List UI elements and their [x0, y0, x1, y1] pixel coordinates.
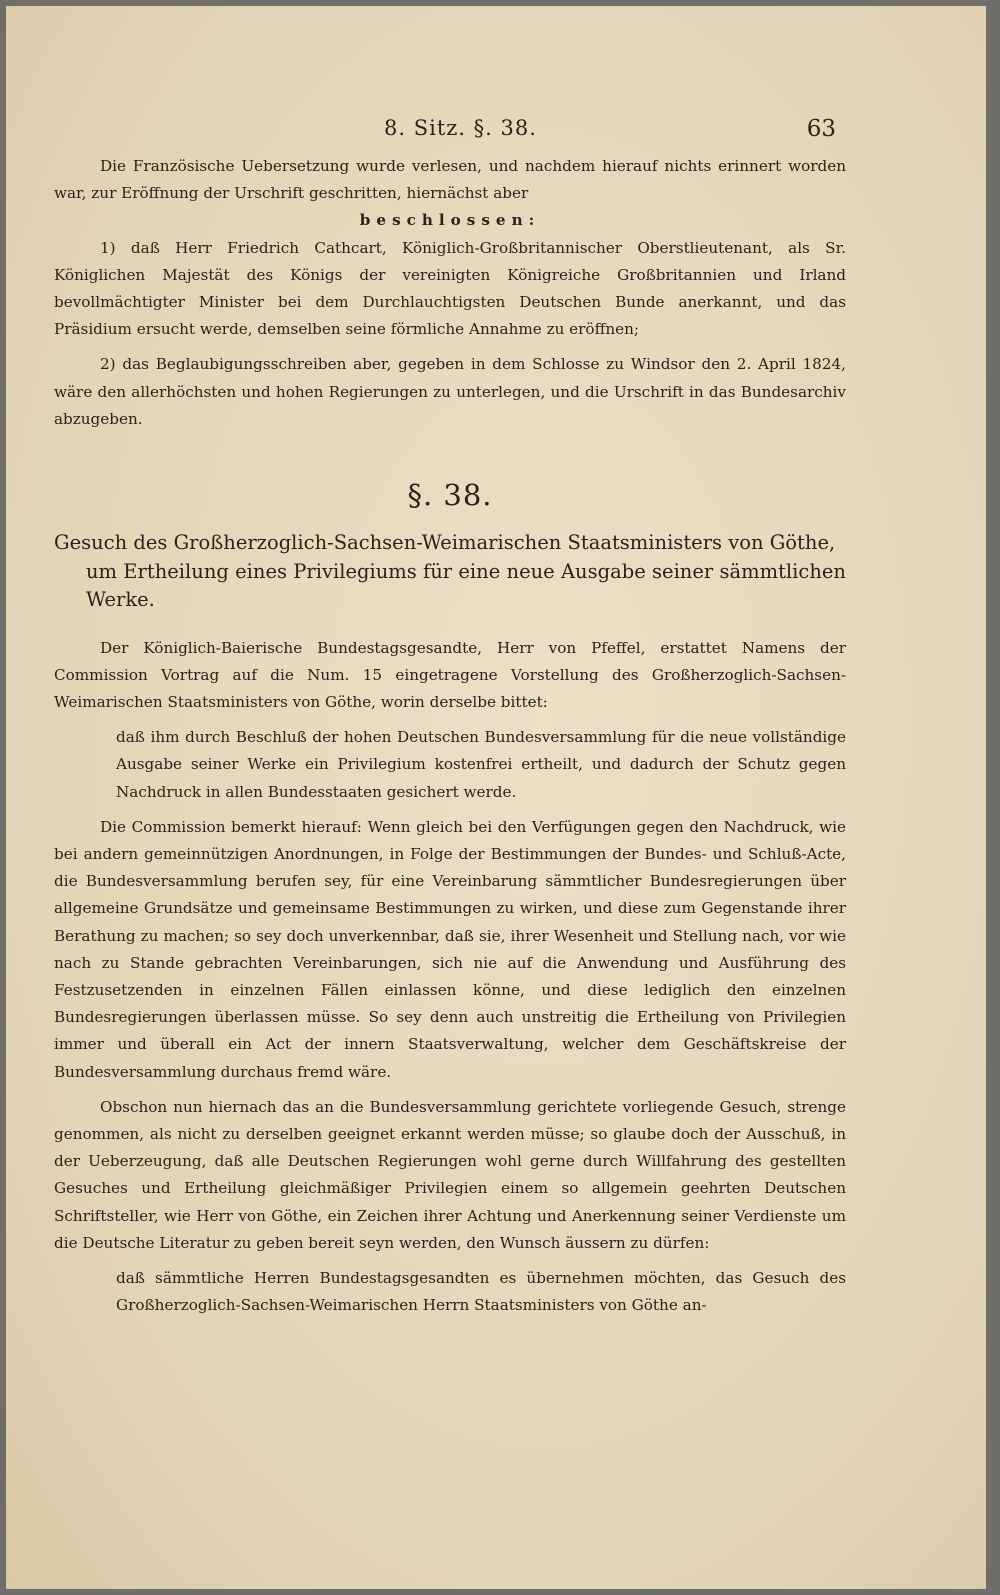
- resolution-item-2: 2) das Beglaubigungsschreiben aber, gegeben in dem Schlosse zu Windsor den 2. April 1824, wäre den allerhöchsten und hohen Regierungen zu unterlegen, und die Urschrift in das Bundesarchiv abzugeben.: [54, 355, 846, 428]
- section-heading: [54, 529, 846, 615]
- section-number: §. 38.: [407, 478, 493, 513]
- resolution-heading: beschlossen:: [359, 211, 541, 230]
- report-paragraph: Der Königlich-Baierische Bundestagsgesandte, Herr von Pfeffel, erstattet Namens der Commission Vortrag auf die Num. 15 eingetragene Vorstellung des Großherzoglich-Sachsen-Weimarischen Staatsministers von Göthe, worin derselbe bittet:: [54, 638, 846, 711]
- running-title: 8. Sitz. §. 38.: [384, 116, 537, 140]
- intro-paragraph: Die Französische Uebersetzung wurde verlesen, und nachdem hierauf nichts erinnert worden war, zur Eröffnung der Urschrift geschritten, hiernächst aber: [54, 157, 846, 203]
- document-page: [6, 6, 986, 1589]
- obschon-paragraph: Obschon nun hiernach das an die Bundesversammlung gerichtete vorliegende Gesuch, strenge genommen, als nicht zu derselben geeignet erkannt werden müsse; so glaube doch der Ausschuß, in der Ueberzeugung, daß alle Deutschen Regierungen wohl gerne durch Willfahrung des gestellten Gesuches und Ertheilung gleichmäßiger Privilegien einem so allgemein geehrten Deutschen Schriftsteller, wie Herr von Göthe, ein Zeichen ihrer Achtung und Anerkennung seiner Verdienste um die Deutsche Literatur zu geben bereit seyn werden, den Wunsch äussern zu dürfen:: [54, 1097, 846, 1252]
- final-quote: daß sämmtliche Herren Bundestagsgesandten es übernehmen möchten, das Gesuch des Großherzoglich-Sachsen-Weimarischen Herrn Staatsministers von Göthe an-: [116, 1269, 846, 1315]
- request-quote: daß ihm durch Beschluß der hohen Deutschen Bundesversammlung für die neue vollständige Ausgabe seiner Werke ein Privilegium kostenfrei ertheilt, und dadurch der Schutz gegen Nachdruck in allen Bundesstaaten gesichert werde.: [116, 728, 846, 801]
- page-number: 63: [806, 116, 836, 142]
- resolution-item-1: 1) daß Herr Friedrich Cathcart, Königlich-Großbritannischer Oberstlieutenant, als Sr. Königlichen Majestät des Königs der vereinigten Königreiche Großbritannien und Irland bevollmächtigter Minister bei dem Durchlauchtigsten Deutschen Bunde anerkannt, und das Präsidium ersucht werde, demselben seine förmliche Annahme zu eröffnen;: [54, 238, 846, 339]
- page-body: [54, 153, 846, 1319]
- section-heading-line-2: um Ertheilung eines Privilegiums für eine neue Ausgabe seiner sämmtlichen Werke.: [86, 559, 846, 612]
- commission-paragraph: Die Commission bemerkt hierauf: Wenn gleich bei den Verfügungen gegen den Nachdruck, wie bei andern gemeinnützigen Anordnungen, in Folge der Bestimmungen der Bundes- und Schluß-Acte, die Bundesversammlung berufen sey, für eine Vereinbarung sämmtlicher Bundesregierungen über allgemeine Grundsätze und gemeinsame Bestimmungen zu wirken, und diese zum Gegenstande ihrer Berathung zu machen; so sey doch unverkennbar, daß sie, ihrer Wesenheit und Stellung nach, vor wie nach zu Stande gebrachten Vereinbarungen, sich nie auf die Anwendung und Ausführung des Festzusetzenden in einzelnen Fällen einlassen könne, und diese lediglich den einzelnen Bundesregierungen überlassen müsse. So sey denn auch unstreitig die Ertheilung von Privilegien immer und überall ein Act der innern Staatsverwaltung, welcher dem Geschäftskreise der Bundesversammlung durchaus fremd wäre.: [54, 817, 846, 1081]
- page-header: [54, 116, 836, 150]
- section-heading-line-1: Gesuch des Großherzoglich-Sachsen-Weimarischen Staatsministers von Göthe,: [54, 531, 836, 555]
